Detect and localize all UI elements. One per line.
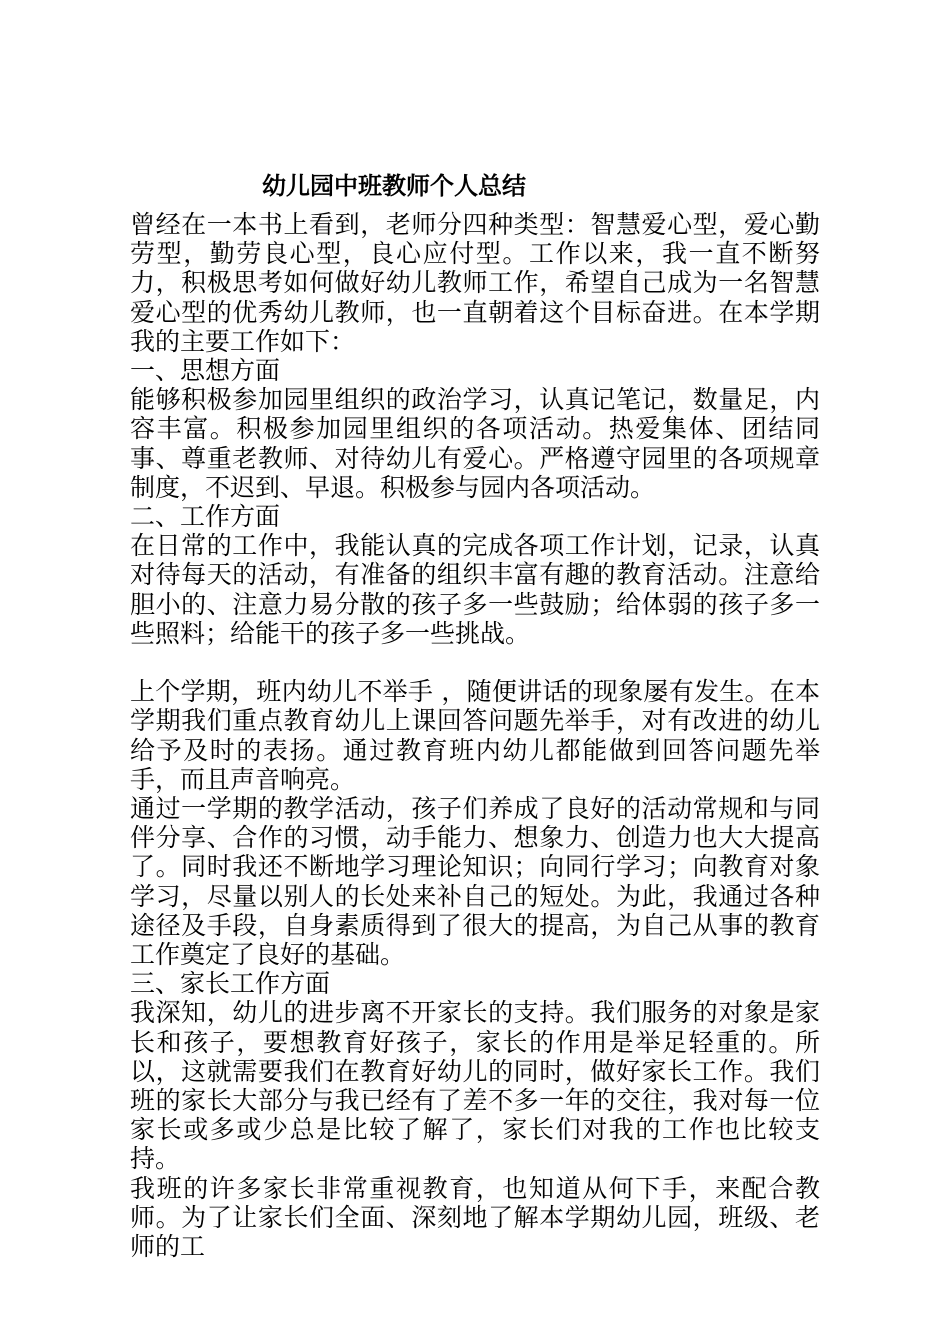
paragraph-parents: 我深知，幼儿的进步离不开家长的支持。我们服务的对象是家长和孩子，要想教育好孩子，家长的作用是举足轻重的。所以，这就需要我们在教育好幼儿的同时，做好家长工作。我们班的家长大部分与我已经有了差不多一年的交往，我对每一位家长或多或少总是比较了解了，家长们对我的工作也比较支持。 bbox=[130, 998, 820, 1174]
section-heading-parents: 三、家长工作方面 bbox=[130, 969, 331, 999]
document-body bbox=[130, 210, 820, 1261]
paragraph-teaching-activities: 通过一学期的教学活动，孩子们养成了良好的活动常规和与同伴分享、合作的习惯，动手能力、想象力、创造力也大大提高了。同时我还不断地学习理论知识；向同行学习；向教育对象学习，尽量以别人的长处来补自己的短处。为此，我通过各种途径及手段，自身素质得到了很大的提高，为自己从事的教育工作奠定了良好的基础。 bbox=[130, 794, 820, 970]
paragraph-intro: 曾经在一本书上看到，老师分四种类型：智慧爱心型，爱心勤劳型，勤劳良心型，良心应付型。工作以来，我一直不断努力，积极思考如何做好幼儿教师工作，希望自己成为一名智慧爱心型的优秀幼儿教师，也一直朝着这个目标奋进。在本学期我的主要工作如下： bbox=[130, 210, 820, 356]
paragraph-work: 在日常的工作中，我能认真的完成各项工作计划，记录，认真对待每天的活动，有准备的组织丰富有趣的教育活动。注意给胆小的、注意力易分散的孩子多一些鼓励；给体弱的孩子多一些照料；给能干的孩子多一些挑战。 bbox=[130, 531, 820, 648]
paragraph-last-semester: 上个学期，班内幼儿不举手 ，随便讲话的现象屡有发生。在本学期我们重点教育幼儿上课回答问题先举手，对有改进的幼儿给予及时的表扬。通过教育班内幼儿都能做到回答问题先举手，而且声音响亮。 bbox=[130, 677, 820, 794]
paragraph-thought: 能够积极参加园里组织的政治学习，认真记笔记，数量足，内容丰富。积极参加园里组织的各项活动。热爱集体、团结同事、尊重老教师、对待幼儿有爱心。严格遵守园里的各项规章制度，不迟到、早退。积极参与园内各项活动。 bbox=[130, 385, 820, 502]
blank-line bbox=[130, 648, 820, 677]
document-title: 幼儿园中班教师个人总结 bbox=[262, 171, 526, 200]
paragraph-parents-cooperation: 我班的许多家长非常重视教育，也知道从何下手，来配合教师。为了让家长们全面、深刻地了解本学期幼儿园，班级、老师的工 bbox=[130, 1173, 820, 1262]
section-heading-thought: 一、思想方面 bbox=[130, 356, 281, 386]
section-heading-work: 二、工作方面 bbox=[130, 502, 281, 532]
